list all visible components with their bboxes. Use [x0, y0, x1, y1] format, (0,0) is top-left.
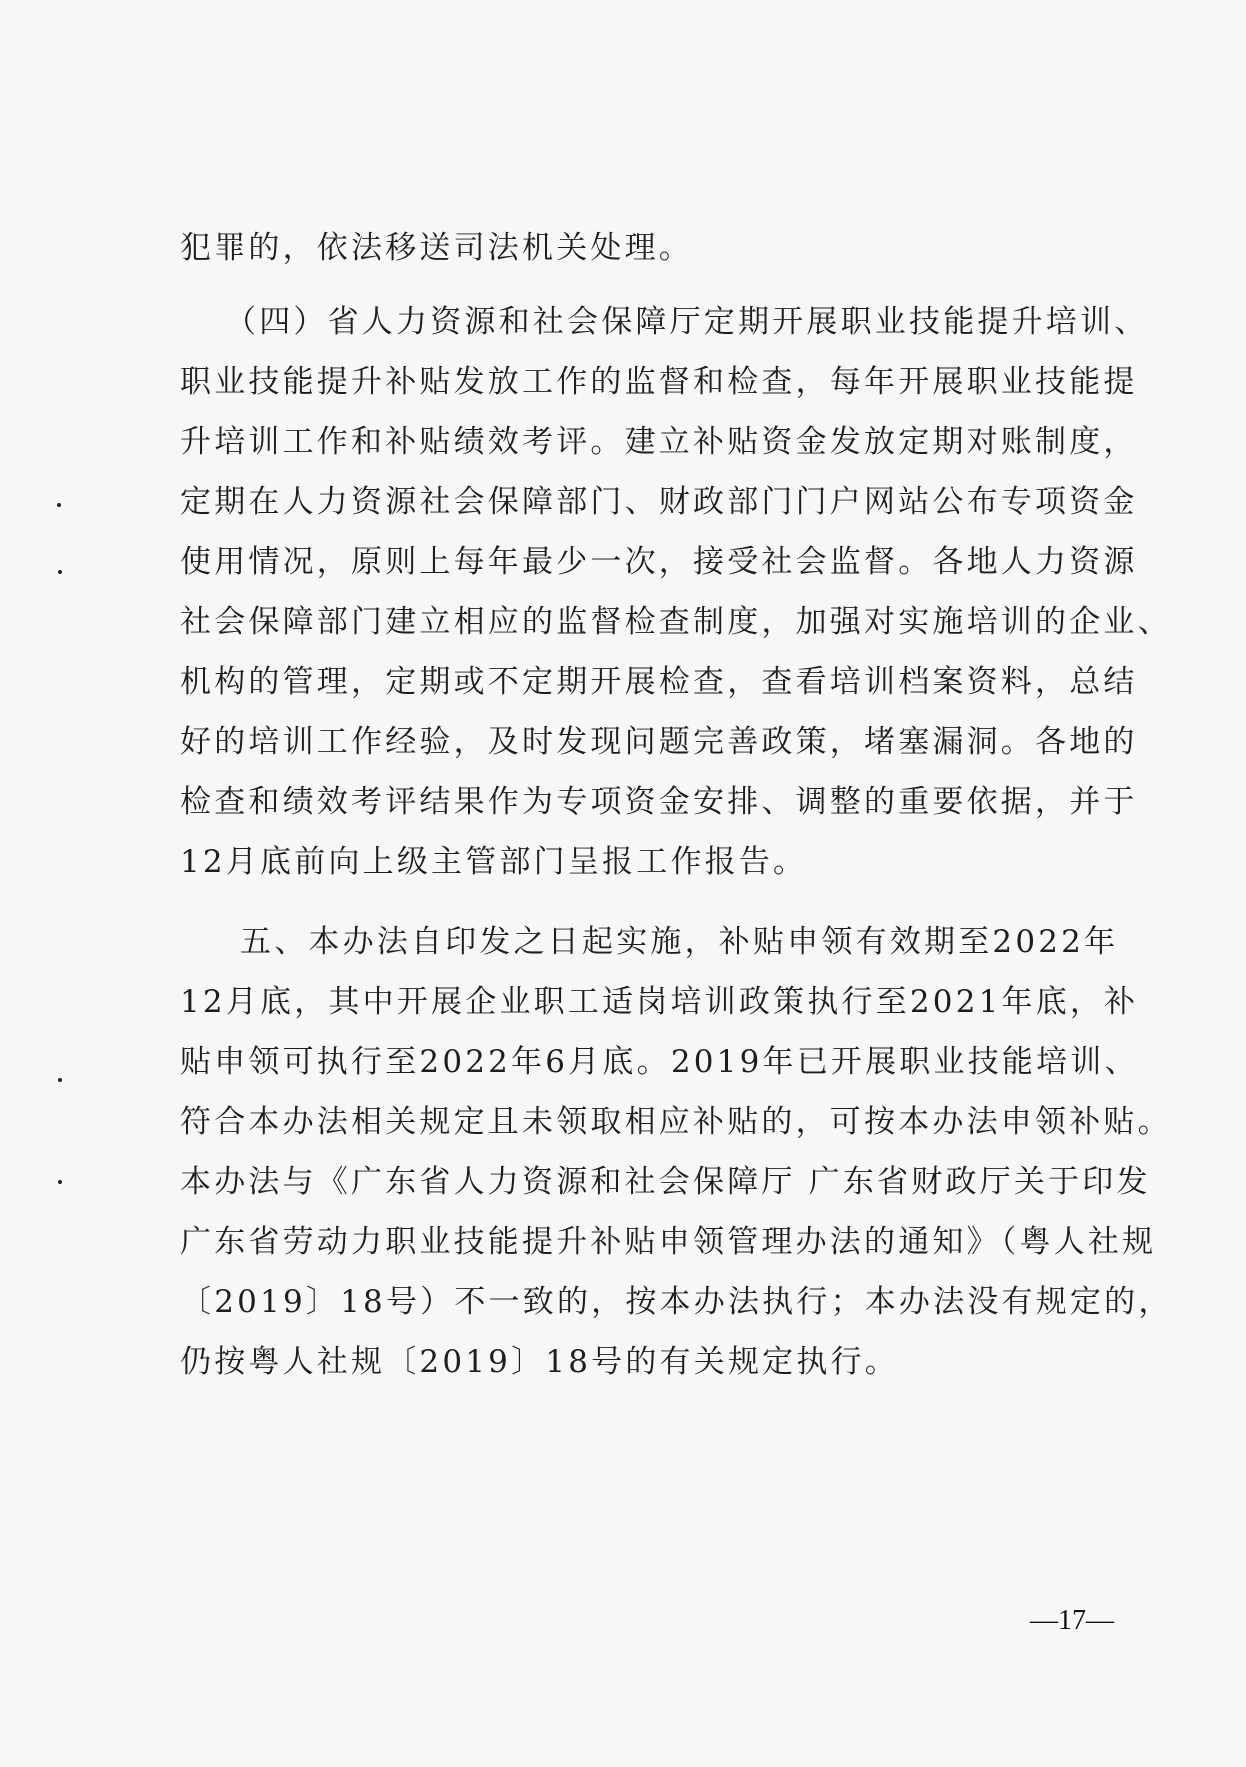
text-line: 本办法与《广东省人力资源和社会保障厅 广东省财政厅关于印发	[180, 1164, 1151, 1200]
text-line: 五、本办法自印发之日起实施，补贴申领有效期至2022年	[240, 924, 1119, 960]
text-line: 使用情况，原则上每年最少一次，接受社会监督。各地人力资源	[180, 544, 1138, 580]
text-line: 符合本办法相关规定且未领取相应补贴的，可按本办法申领补贴。	[180, 1104, 1172, 1140]
binding-hole-mark	[57, 503, 61, 507]
text-line: 犯罪的，依法移送司法机关处理。	[180, 230, 693, 266]
binding-hole-mark	[58, 1078, 62, 1082]
text-line: 升培训工作和补贴绩效考评。建立补贴资金发放定期对账制度，	[180, 424, 1138, 460]
text-line: 检查和绩效考评结果作为专项资金安排、调整的重要依据，并于	[180, 784, 1138, 820]
text-line: 〔2019〕18号）不一致的，按本办法执行；本办法没有规定的，	[180, 1284, 1173, 1320]
binding-hole-mark	[58, 1180, 62, 1184]
text-line: 12月底前向上级主管部门呈报工作报告。	[180, 844, 808, 880]
text-line: 社会保障部门建立相应的监督检查制度，加强对实施培训的企业、	[180, 604, 1172, 640]
text-line: 广东省劳动力职业技能提升补贴申领管理办法的通知》（粤人社规	[180, 1224, 1157, 1260]
text-line: 贴申领可执行至2022年6月底。2019年已开展职业技能培训、	[180, 1044, 1139, 1080]
text-line: 职业技能提升补贴发放工作的监督和检查，每年开展职业技能提	[180, 364, 1138, 400]
page-number: —17—	[1030, 1605, 1114, 1636]
text-line: 好的培训工作经验，及时发现问题完善政策，堵塞漏洞。各地的	[180, 724, 1138, 760]
text-line: 定期在人力资源社会保障部门、财政部门门户网站公布专项资金	[180, 484, 1138, 520]
binding-hole-mark	[58, 570, 62, 574]
text-line: （四）省人力资源和社会保障厅定期开展职业技能提升培训、	[225, 304, 1149, 340]
text-line: 机构的管理，定期或不定期开展检查，查看培训档案资料，总结	[180, 664, 1138, 700]
text-line: 12月底，其中开展企业职工适岗培训政策执行至2021年底，补	[180, 984, 1139, 1020]
text-line: 仍按粤人社规〔2019〕18号的有关规定执行。	[180, 1344, 899, 1380]
